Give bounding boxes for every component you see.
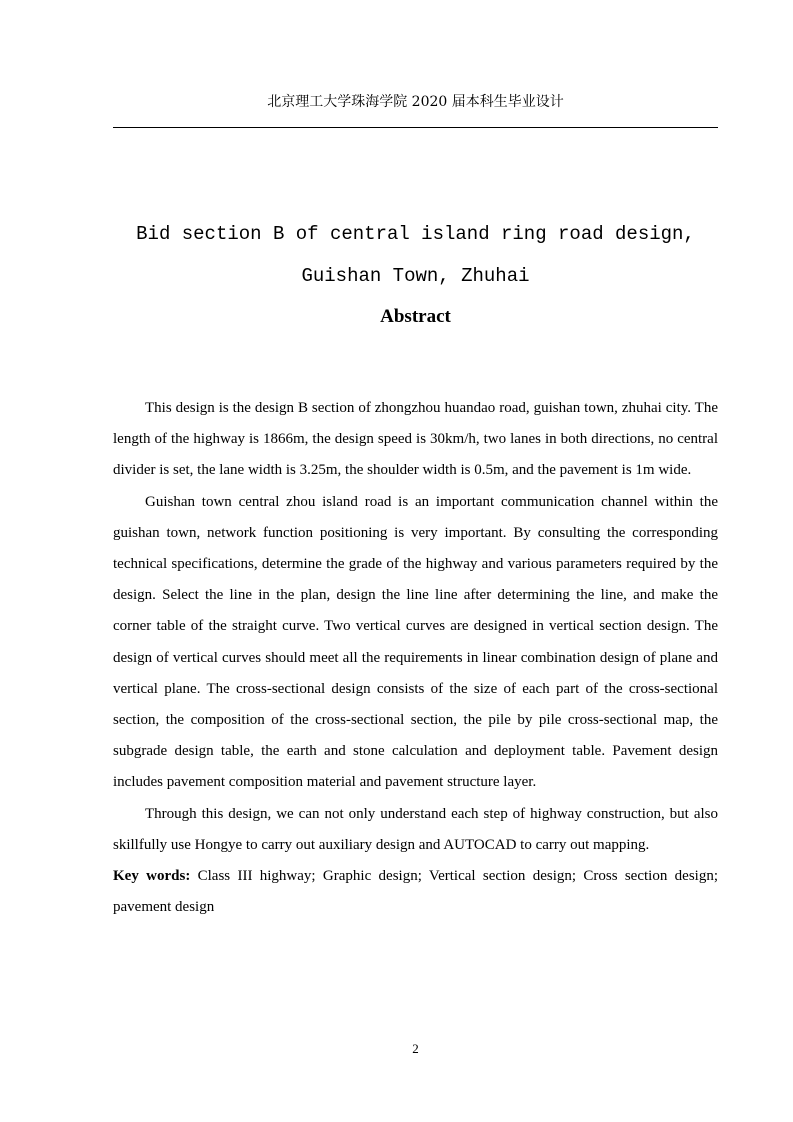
abstract-paragraph-1: This design is the design B section of zhongzhou huandao road, guishan town, zhuhai city. The length of the highway is 1866m, the design speed is 30km/h, two lanes in both directions, no central divider is set, the lane width is 3.25m, the shoulder width is 0.5m, and the pavement is 1m wide. [113,400,718,479]
document-title-line-2: Guishan Town, Zhuhai [301,265,530,287]
abstract-heading: Abstract [380,306,451,327]
keywords-text: Class III highway; Graphic design; Vertical section design; Cross section design; pavement design [113,868,718,916]
page-number: 2 [412,1041,419,1056]
abstract-paragraph-3: Through this design, we can not only understand each step of highway construction, but also skillfully use Hongye to carry out auxiliary design and AUTOCAD to carry out mapping. [113,805,718,853]
page-header: 北京理工大学珠海学院 2020 届本科生毕业设计 [267,94,564,110]
header-divider [113,127,718,128]
keywords-paragraph [113,861,718,923]
keywords-label: Key words: [113,868,191,885]
abstract-paragraph-2: Guishan town central zhou island road is an important communication channel within the guishan town, network function positioning is very important. By consulting the corresponding technical specifications, determine the grade of the highway and various parameters required by the design. Select the line in the plan, design the line line after determining the line, and make the corner table of the straight curve. Two vertical curves are designed in vertical section design. The design of vertical curves should meet all the requirements in linear combination design of plane and vertical plane. The cross-sectional design consists of the size of each part of the cross-sectional section, the composition of the cross-sectional section, the pile by pile cross-sectional map, the subgrade design table, the earth and stone calculation and deployment table. Pavement design includes pavement composition material and pavement structure layer. [113,493,718,791]
abstract-body [113,393,718,923]
document-title-line-1: Bid section B of central island ring road design, [136,223,695,245]
